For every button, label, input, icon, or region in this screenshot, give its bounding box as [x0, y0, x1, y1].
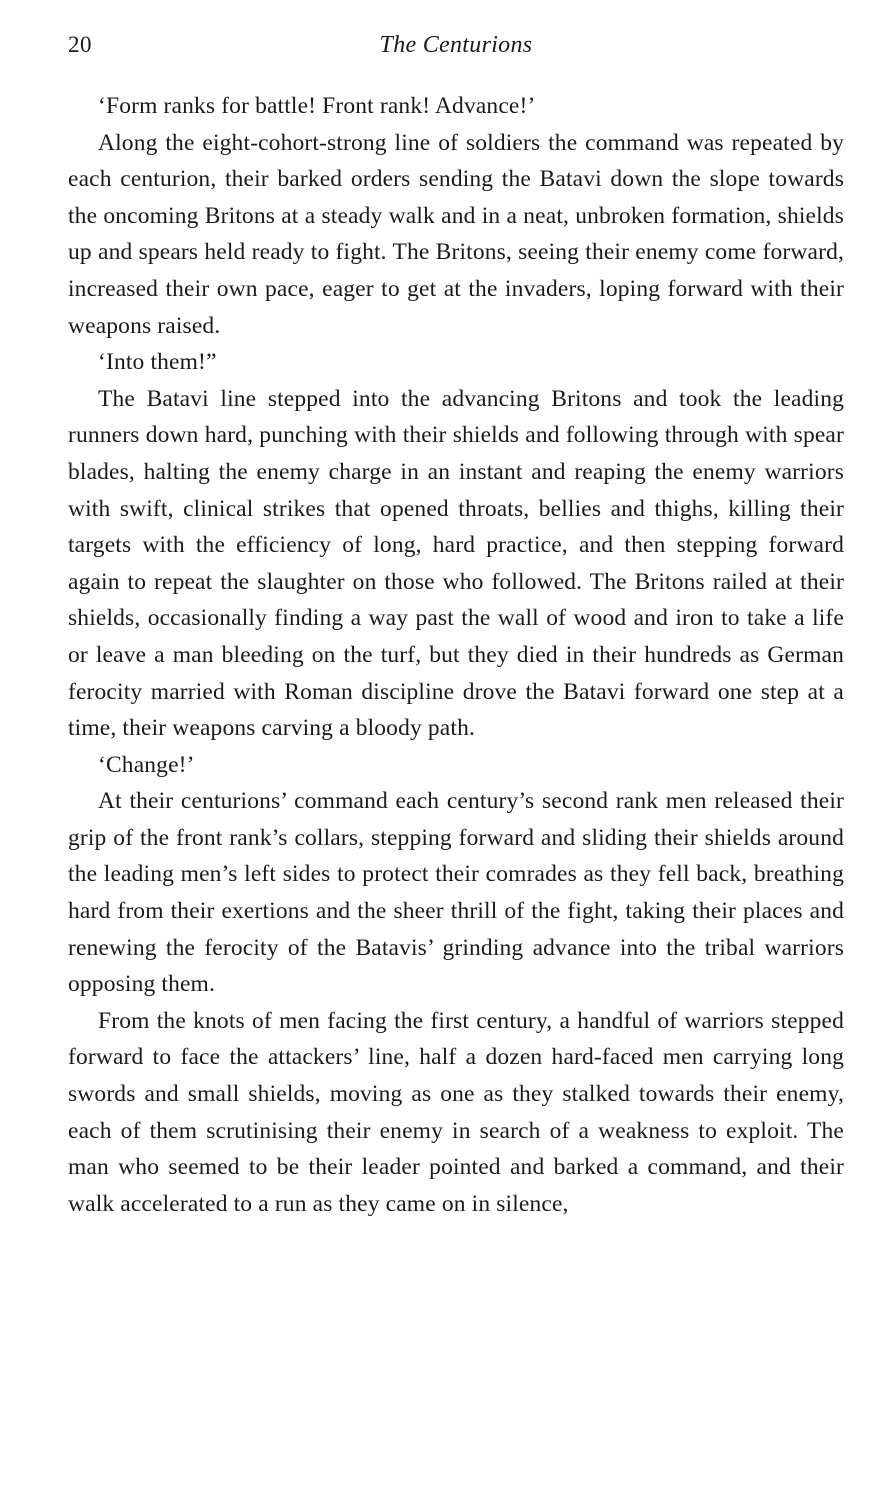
body-text [68, 88, 844, 1222]
dialogue-paragraph: ‘Into them!” [98, 349, 217, 376]
text-paragraph: At their centurions’ command each century’s second rank men released their grip of the front rank’s collars, stepping forward and sliding their shields around the leading men’s left sides to protect their comrades as they fell back, breathing hard from their exertions and the sheer thrill of the fight, taking their places and renewing the ferocity of the Batavis’ grinding advance into the tribal warriors opposing them. [68, 788, 844, 998]
page-header [68, 32, 844, 66]
running-title: The Centurions [379, 32, 533, 58]
text-paragraph: Along the eight-cohort-strong line of soldiers the command was repeated by each centurion, their barked orders sending the Batavi down the slope towards the oncoming Britons at a steady walk and in a neat, unbroken formation, shields up and spears held ready to fight. The Britons, seeing their enemy come forward, increased their own pace, eager to get at the invaders, loping forward with their weapons raised. [68, 129, 844, 339]
text-paragraph: From the knots of men facing the first century, a handful of warriors stepped forward to face the attackers’ line, half a dozen hard-faced men carrying long swords and small shields, moving as one as they stalked towards their enemy, each of them scrutinising their enemy in search of a weakness to exploit. The man who seemed to be their leader pointed and barked a command, and their walk accelerated to a run as they came on in silence, [68, 1007, 844, 1217]
dialogue-paragraph: ‘Form ranks for battle! Front rank! Advance!’ [98, 93, 536, 119]
page-number: 20 [68, 32, 92, 57]
dialogue-paragraph: ‘Change!’ [98, 751, 195, 778]
text-paragraph: The Batavi line stepped into the advancing Britons and took the leading runners down hard, punching with their shields and following through with spear blades, halting the enemy charge in an instant and reaping the enemy warriors with swift, clinical strikes that opened throats, bellies and thighs, killing their targets with the efficiency of long, hard practice, and then stepping forward again to repeat the slaughter on those who followed. The Britons railed at their shields, occasionally finding a way past the wall of wood and iron to take a life or leave a man bleeding on the turf, but they died in their hundreds as German ferocity married with Roman discipline drove the Batavi forward one step at a time, their weapons carving a bloody path. [68, 385, 844, 742]
